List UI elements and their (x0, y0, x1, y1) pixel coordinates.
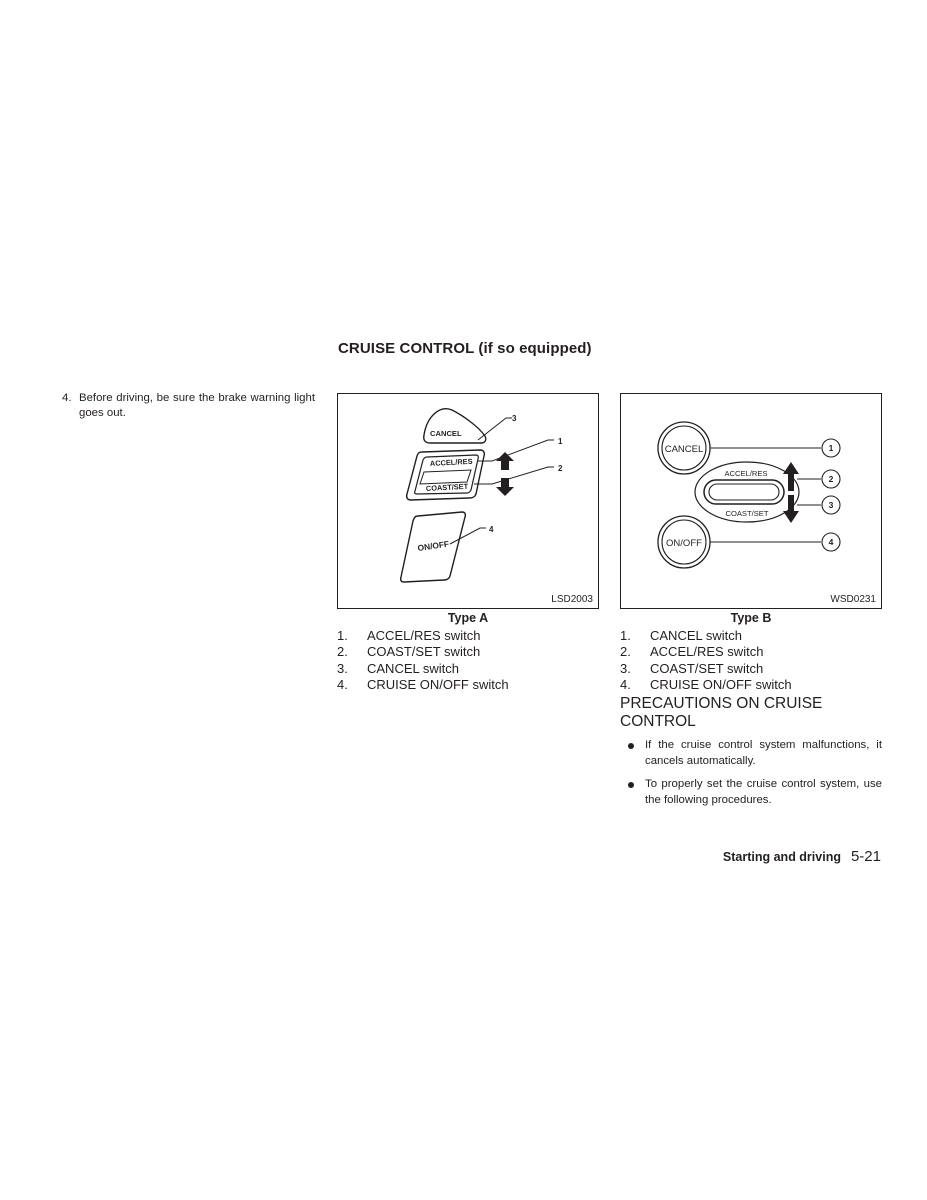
legend-number: 4. (337, 676, 348, 692)
legend-number: 1. (337, 628, 348, 643)
bullet-item (620, 777, 882, 808)
legend-text: CANCEL switch (367, 660, 459, 676)
step-number: 4. (62, 392, 72, 404)
legend-text: COAST/SET switch (367, 644, 481, 660)
legend-item (337, 628, 597, 644)
legend-item (620, 644, 882, 660)
legend-text: COAST/SET switch (650, 660, 764, 676)
bullet-text: To properly set the cruise control system, use the following procedures. (645, 778, 882, 806)
legend-item (620, 677, 882, 693)
legend-number: 3. (620, 660, 631, 676)
accel-res-label: ACCEL/RES (724, 469, 768, 478)
legend-number: 3. (337, 660, 348, 676)
arrow-down-icon (496, 478, 514, 496)
bullet-text: If the cruise control system malfunctions, it cancels automatically. (645, 739, 882, 767)
figure-code: LSD2003 (551, 594, 593, 605)
cancel-switch-label: CANCEL (430, 429, 462, 438)
type-a-switch-illustration (338, 394, 600, 610)
legend-text: CRUISE ON/OFF switch (650, 676, 792, 692)
figure-caption-type-a: Type A (447, 611, 489, 625)
legend-item (337, 644, 597, 660)
legend-item (620, 661, 882, 677)
legend-number: 1. (620, 628, 631, 643)
footer-section-title: Starting and driving (722, 850, 841, 864)
legend-item (620, 628, 882, 644)
coast-set-label: COAST/SET (425, 481, 469, 493)
figure-caption-type-b: Type B (730, 611, 772, 625)
legend-text: CRUISE ON/OFF switch (367, 676, 509, 692)
precautions-heading: PRECAUTIONS ON CRUISE CONTROL (620, 695, 823, 730)
page-footer (723, 848, 881, 866)
section-heading: CRUISE CONTROL (if so equipped) (338, 340, 592, 357)
step-item (62, 391, 315, 421)
legend-text: CANCEL switch (650, 628, 742, 643)
callout-3-number: 3 (512, 414, 517, 423)
legend-type-b (620, 628, 882, 693)
figure-type-b (620, 393, 882, 609)
legend-number: 2. (620, 644, 631, 660)
on-off-button-label: ON/OFF (666, 538, 702, 549)
legend-number: 4. (620, 676, 631, 692)
arrow-up-icon (496, 452, 514, 470)
legend-text: ACCEL/RES switch (650, 644, 764, 660)
callout-1-line (478, 440, 554, 461)
accel-res-label: ACCEL/RES (429, 456, 473, 468)
cancel-button-label: CANCEL (664, 444, 704, 455)
callout-3-number: 3 (828, 500, 834, 510)
rocker-switch-inner (709, 484, 779, 500)
on-off-switch-label: ON/OFF (416, 538, 450, 553)
callout-2-line (474, 467, 554, 484)
figure-code: WSD0231 (830, 594, 876, 605)
bullet-dot-icon (628, 743, 634, 749)
legend-item (337, 661, 597, 677)
bullet-item (620, 738, 882, 769)
callout-4-number: 4 (828, 537, 834, 547)
precautions-list (620, 738, 882, 816)
legend-number: 2. (337, 644, 348, 660)
step-text: Before driving, be sure the brake warning light goes out. (79, 392, 315, 419)
callout-2-number: 2 (828, 474, 834, 484)
callout-1-number: 1 (558, 437, 563, 446)
bullet-dot-icon (628, 782, 634, 788)
page-number: 5-21 (850, 848, 881, 865)
callout-2-number: 2 (558, 464, 563, 473)
callout-4-number: 4 (489, 525, 494, 534)
legend-item (337, 677, 597, 693)
coast-set-label: COAST/SET (725, 509, 769, 518)
callout-1-number: 1 (828, 443, 834, 453)
figure-type-a (337, 393, 599, 609)
legend-type-a (337, 628, 597, 693)
legend-text: ACCEL/RES switch (367, 628, 481, 643)
type-b-switch-illustration (621, 394, 883, 610)
